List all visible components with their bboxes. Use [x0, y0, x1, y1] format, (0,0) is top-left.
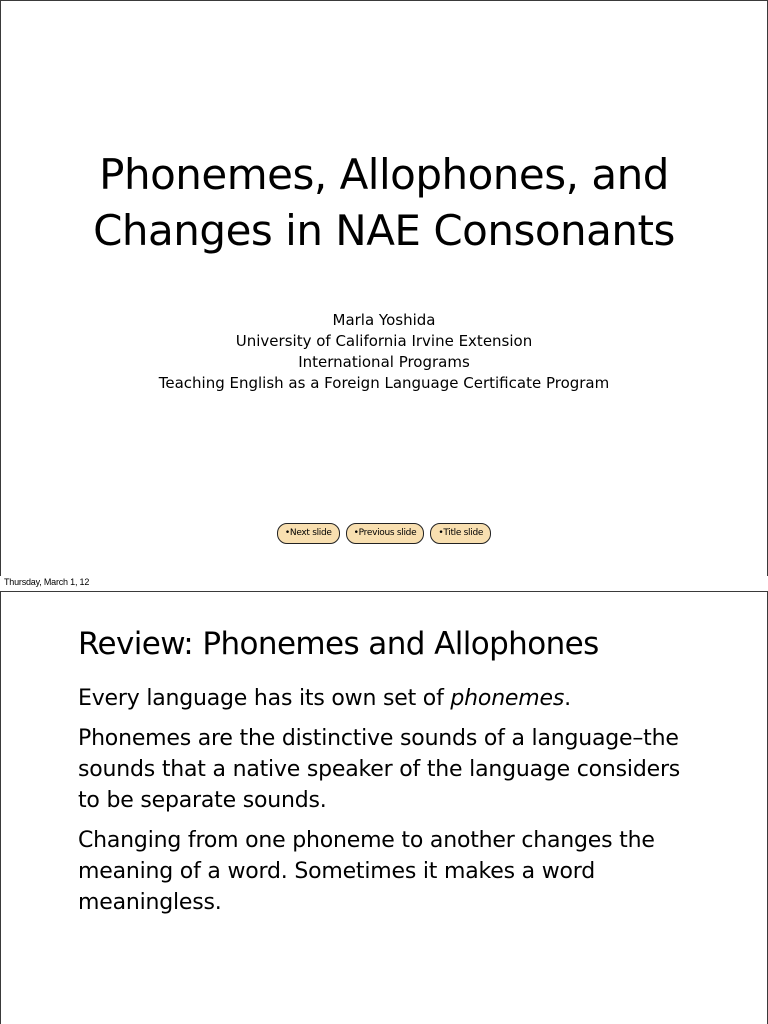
title-slide-button[interactable]: •Title slide [430, 523, 491, 544]
paragraph-phoneme-definition: Phonemes are the distinctive sounds of a language–the sounds that a native speaker of the language considers to be separate sounds. [78, 726, 681, 813]
slide-heading: Review: Phonemes and Allophones [78, 626, 599, 662]
slide-title-line-1: Phonemes, Allophones, and [99, 150, 669, 199]
next-slide-button[interactable]: •Next slide [277, 523, 340, 544]
slide-body [78, 683, 698, 927]
slide-title-line-2: Changes in NAE Consonants [93, 206, 675, 255]
slide-navigation [0, 523, 768, 544]
paragraph-phoneme-change: Changing from one phoneme to another changes the meaning of a word. Sometimes it makes a word meaningless. [78, 828, 655, 915]
paragraph-period: . [564, 686, 571, 711]
paragraph-text: Every language has its own set of [78, 686, 451, 711]
author-name: Marla Yoshida [332, 311, 436, 329]
paragraph-phoneme-set [78, 683, 698, 714]
affiliation-program: Teaching English as a Foreign Language Certificate Program [158, 374, 610, 392]
print-date: Thursday, March 1, 12 [4, 577, 90, 587]
emphasis-phonemes: phonemes [450, 686, 565, 711]
page-separator [0, 576, 768, 591]
affiliation-department: International Programs [298, 353, 470, 371]
slide-title [0, 147, 768, 259]
affiliation-university: University of California Irvine Extension [235, 332, 533, 350]
previous-slide-button[interactable]: •Previous slide [346, 523, 425, 544]
author-block [0, 310, 768, 394]
